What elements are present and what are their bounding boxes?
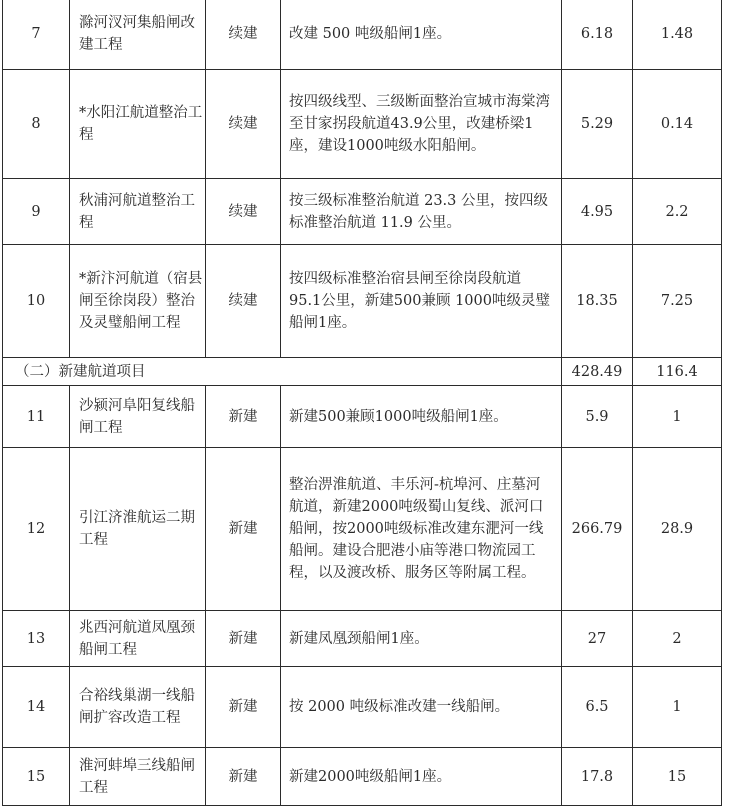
table-row <box>3 386 722 448</box>
row-number: 7 <box>3 0 70 70</box>
total-investment: 27 <box>562 611 633 667</box>
table-row <box>3 70 722 179</box>
section-row <box>3 358 722 386</box>
project-table <box>2 0 722 806</box>
project-description: 新建2000吨级船闸1座。 <box>281 748 562 806</box>
planned-investment: 7.25 <box>633 245 722 358</box>
table-row <box>3 0 722 70</box>
table-row <box>3 448 722 611</box>
project-type: 新建 <box>206 386 281 448</box>
project-description: 按 2000 吨级标准改建一线船闸。 <box>281 667 562 748</box>
planned-investment: 2.2 <box>633 179 722 245</box>
total-investment: 5.29 <box>562 70 633 179</box>
planned-investment: 28.9 <box>633 448 722 611</box>
section-title: （二）新建航道项目 <box>3 358 562 386</box>
project-type: 续建 <box>206 0 281 70</box>
total-investment: 6.18 <box>562 0 633 70</box>
table-row <box>3 748 722 806</box>
row-number: 10 <box>3 245 70 358</box>
project-description: 新建凤凰颈船闸1座。 <box>281 611 562 667</box>
project-type: 新建 <box>206 611 281 667</box>
row-number: 12 <box>3 448 70 611</box>
project-name: *新汴河航道（宿县闸至徐岗段）整治及灵璧船闸工程 <box>70 245 206 358</box>
project-type: 续建 <box>206 245 281 358</box>
total-investment: 17.8 <box>562 748 633 806</box>
project-description: 按四级标准整治宿县闸至徐岗段航道95.1公里，新建500兼顾 1000吨级灵璧船闸1座。 <box>281 245 562 358</box>
project-description: 按三级标准整治航道 23.3 公里，按四级标准整治航道 11.9 公里。 <box>281 179 562 245</box>
row-number: 9 <box>3 179 70 245</box>
row-number: 15 <box>3 748 70 806</box>
project-name: 沙颍河阜阳复线船闸工程 <box>70 386 206 448</box>
table-row <box>3 667 722 748</box>
project-description: 整治淠淮航道、丰乐河-杭埠河、庄墓河航道，新建2000吨级蜀山复线、派河口船闸，按2000吨级标准改建东淝河一线船闸。建设合肥港小庙等港口物流园工程，以及渡改桥、服务区等附属工程。 <box>281 448 562 611</box>
planned-investment: 15 <box>633 748 722 806</box>
planned-investment: 1 <box>633 667 722 748</box>
section-total-investment: 428.49 <box>562 358 633 386</box>
project-description: 改建 500 吨级船闸1座。 <box>281 0 562 70</box>
section-planned-investment: 116.4 <box>633 358 722 386</box>
table-row <box>3 245 722 358</box>
total-investment: 18.35 <box>562 245 633 358</box>
project-description: 新建500兼顾1000吨级船闸1座。 <box>281 386 562 448</box>
project-name: 滁河汊河集船闸改建工程 <box>70 0 206 70</box>
project-type: 续建 <box>206 70 281 179</box>
project-type: 新建 <box>206 748 281 806</box>
planned-investment: 1.48 <box>633 0 722 70</box>
row-number: 11 <box>3 386 70 448</box>
project-name: *水阳江航道整治工程 <box>70 70 206 179</box>
planned-investment: 2 <box>633 611 722 667</box>
table-row <box>3 611 722 667</box>
project-name: 淮河蚌埠三线船闸工程 <box>70 748 206 806</box>
project-name: 引江济淮航运二期工程 <box>70 448 206 611</box>
total-investment: 6.5 <box>562 667 633 748</box>
total-investment: 5.9 <box>562 386 633 448</box>
planned-investment: 0.14 <box>633 70 722 179</box>
project-name: 兆西河航道凤凰颈船闸工程 <box>70 611 206 667</box>
row-number: 13 <box>3 611 70 667</box>
total-investment: 4.95 <box>562 179 633 245</box>
row-number: 8 <box>3 70 70 179</box>
project-type: 续建 <box>206 179 281 245</box>
project-name: 合裕线巢湖一线船闸扩容改造工程 <box>70 667 206 748</box>
row-number: 14 <box>3 667 70 748</box>
project-type: 新建 <box>206 448 281 611</box>
total-investment: 266.79 <box>562 448 633 611</box>
table-row <box>3 179 722 245</box>
planned-investment: 1 <box>633 386 722 448</box>
project-name: 秋浦河航道整治工程 <box>70 179 206 245</box>
project-type: 新建 <box>206 667 281 748</box>
project-description: 按四级线型、三级断面整治宣城市海棠湾至甘家拐段航道43.9公里，改建桥梁1座，建设1000吨级水阳船闸。 <box>281 70 562 179</box>
